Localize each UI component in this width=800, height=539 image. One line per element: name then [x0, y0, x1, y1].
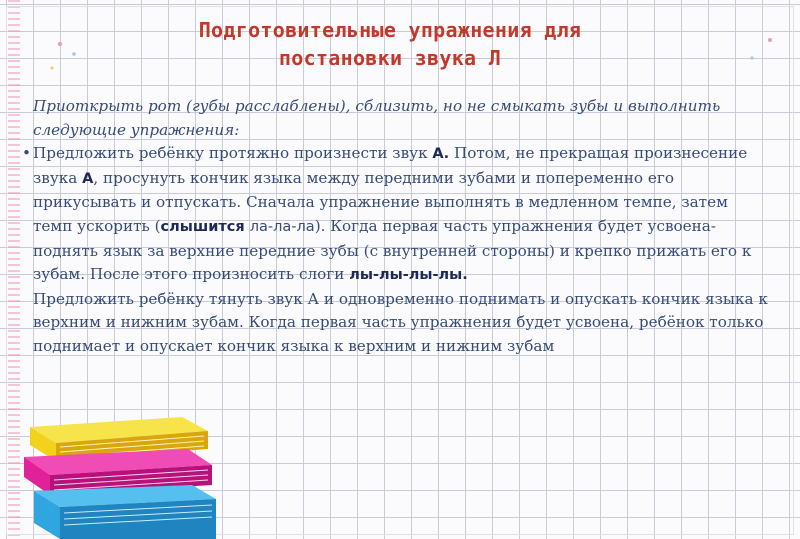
- book-stack-icon: [20, 395, 220, 539]
- p1-text-4: ). Когда первая часть упражнения будет усвоена- поднять язык за верхние передние зубы (с внутренней стороны) и крепко прижать его к зубам. После этого произносить слоги: [33, 216, 752, 284]
- body-text: [22, 95, 772, 359]
- p1-bold-sound-a-2: А: [82, 170, 94, 187]
- slide-title: [70, 16, 710, 72]
- left-decorative-band: [8, 0, 20, 539]
- p1-bold-slyshitsya: слышится: [160, 218, 250, 235]
- p1-bold-syllables: лы-лы-лы-лы.: [349, 267, 468, 284]
- title-line-2: постановки звука Л: [278, 46, 502, 70]
- exercise-paragraph-2: Предложить ребёнку тянуть звук А и одновременно поднимать и опускать кончик языка к верхним и нижним зубам. Когда первая часть упражнения будет усвоена, ребёнок только поднимает и опускает кончик языка к верхним и нижним зубам: [33, 289, 768, 355]
- p1-la-la-la: ла-ла-ла: [249, 218, 315, 235]
- p1-bold-sound-a: А.: [432, 146, 450, 163]
- intro-text: Приоткрыть рот (губы расслаблены), сблизить, но не смыкать зубы и выполнить следующие упражнения:: [33, 97, 721, 139]
- p1-text-2: Потом, не прекращая произнесение звука: [33, 144, 748, 187]
- exercise-paragraph-1: [22, 142, 772, 288]
- title-line-1: Подготовительные упражнения для: [198, 18, 582, 42]
- p1-text-1: Предложить ребёнку протяжно произнести звук: [33, 144, 433, 163]
- p1-text-3: , просунуть кончик языка между передними зубами и попеременно его прикусывать и отпускать. Сначала упражнение выполнять в медленном темпе, затем темп ускорить (: [33, 168, 728, 235]
